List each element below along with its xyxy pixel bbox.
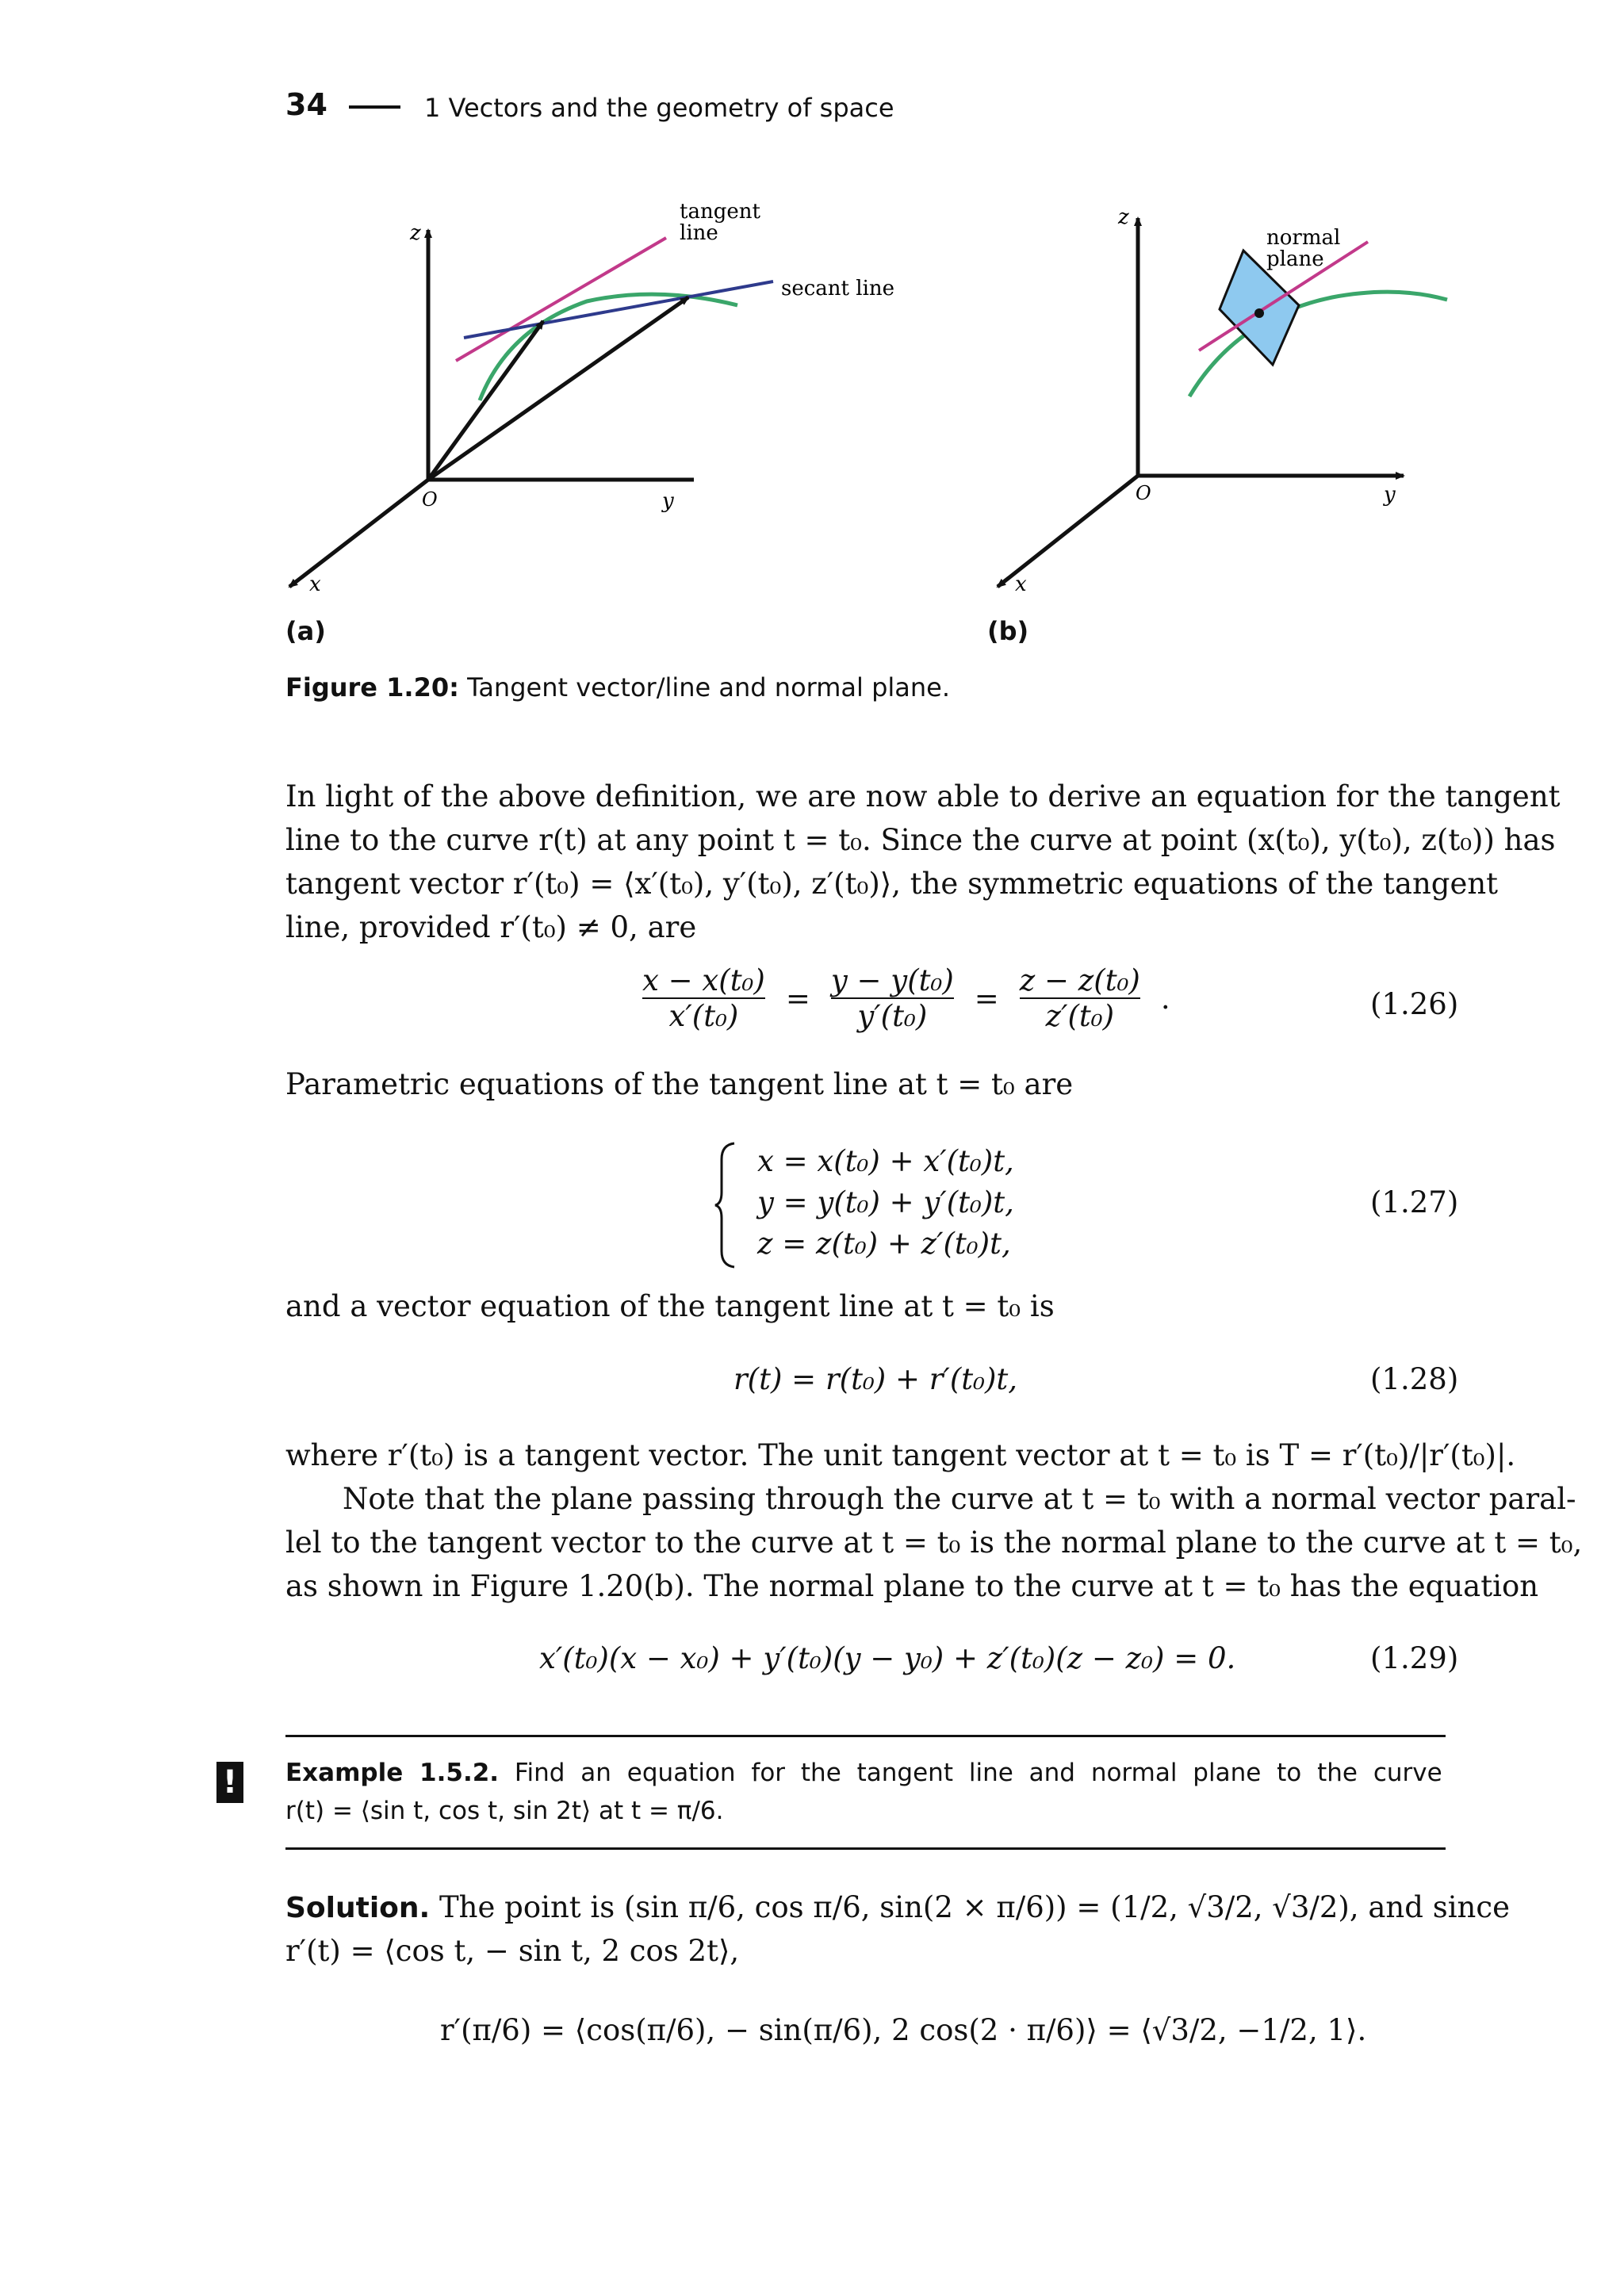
- solution-line1: [285, 1885, 1510, 1931]
- z-label-b: z: [1118, 205, 1129, 229]
- eq127-line2: y = y(t₀) + y′(t₀)t,: [757, 1185, 1014, 1219]
- caption-text: Tangent vector/line and normal plane.: [458, 672, 951, 702]
- example-label: Example 1.5.2.: [285, 1759, 500, 1787]
- position-vector-2: [428, 297, 688, 480]
- page-number: 34: [285, 87, 327, 122]
- figure-1-20: [0, 182, 1624, 801]
- p5-line2: lel to the tangent vector to the curve at t = t₀ is the normal plane to the curve at t = t₀,: [285, 1525, 1583, 1560]
- example-marker: [216, 1762, 243, 1803]
- eq129: x′(t₀)(x − x₀) + y′(t₀)(y − y₀) + z′(t₀)(z − z₀) = 0.: [539, 1641, 1236, 1675]
- x-axis-b: [998, 476, 1138, 587]
- panel-b: [998, 205, 1447, 596]
- secant-label: secant line: [781, 277, 895, 301]
- example-bottom-rule: [285, 1847, 1446, 1850]
- p4-line1: where r′(t₀) is a tangent vector. The unit tangent vector at t = t₀ is T = r′(t₀)/|r′(t₀)|.: [285, 1438, 1516, 1472]
- tangent-label-2: line: [680, 221, 718, 245]
- eq126-number: (1.26): [1370, 987, 1459, 1021]
- z-label-a: z: [410, 221, 421, 245]
- tangent-label-1: tangent: [680, 200, 760, 224]
- panel-a-tag: (a): [285, 616, 326, 646]
- tangent-line-a: [456, 238, 666, 361]
- eq126-den3: z′(t₀): [1045, 999, 1115, 1033]
- x-label-b: x: [1015, 572, 1027, 596]
- solution-line2: r′(t) = ⟨cos t, − sin t, 2 cos 2t⟩,: [285, 1934, 740, 1968]
- x-axis-a: [289, 480, 428, 587]
- example-line1: [285, 1759, 1442, 1787]
- solution-equation: r′(π/6) = ⟨cos(π/6), − sin(π/6), 2 cos(2 · π/6)⟩ = ⟨√3/2, −1/2, 1⟩.: [440, 2013, 1367, 2047]
- secant-line-a: [464, 281, 773, 338]
- equation-1-26: x − x(t₀) x′(t₀) = y − y(t₀) y′(t₀) = z − z(t₀) z′(t₀) .: [642, 963, 1170, 1033]
- p1-line2: line to the curve r(t) at any point t = t₀. Since the curve at point (x(t₀), y(t₀), z(t₀)) has: [285, 823, 1556, 857]
- chapter-title: 1 Vectors and the geometry of space: [424, 93, 894, 123]
- caption-label: Figure 1.20:: [285, 672, 459, 702]
- p2: Parametric equations of the tangent line at t = t₀ are: [285, 1067, 1074, 1101]
- eq129-number: (1.29): [1370, 1641, 1459, 1675]
- eq127-brace: [714, 1142, 737, 1269]
- p1-line3: tangent vector r′(t₀) = ⟨x′(t₀), y′(t₀), z′(t₀)⟩, the symmetric equations of the tangent: [285, 867, 1499, 901]
- p5-line3: as shown in Figure 1.20(b). The normal plane to the curve at t = t₀ has the equation: [285, 1569, 1539, 1603]
- eq127-line1: x = x(t₀) + x′(t₀)t,: [757, 1144, 1014, 1178]
- eq126-num1: x − x(t₀): [642, 963, 765, 997]
- eq127-number: (1.27): [1370, 1185, 1459, 1219]
- panel-b-tag: (b): [987, 616, 1029, 646]
- x-label-a: x: [309, 572, 321, 596]
- eq126-num2: y − y(t₀): [830, 963, 954, 997]
- normal-label-2: plane: [1266, 247, 1324, 271]
- y-label-b: y: [1384, 483, 1396, 507]
- origin-label-a: O: [422, 488, 438, 511]
- eq126-den1: x′(t₀): [668, 999, 739, 1033]
- solution-label: Solution.: [285, 1892, 431, 1924]
- p3: and a vector equation of the tangent line at t = t₀ is: [285, 1289, 1055, 1323]
- figure-caption: [285, 672, 950, 702]
- header-dash: [349, 105, 400, 109]
- eq128-number: (1.28): [1370, 1362, 1459, 1396]
- normal-label-1: normal: [1266, 226, 1341, 250]
- p1-line4: line, provided r′(t₀) ≠ 0, are: [285, 910, 697, 944]
- eq127-line3: z = z(t₀) + z′(t₀)t,: [757, 1227, 1011, 1261]
- panel-a: [289, 200, 894, 596]
- eq126-den2: y′(t₀): [857, 999, 928, 1033]
- example-marker-glyph: !: [222, 1764, 238, 1801]
- point-b: [1254, 308, 1264, 318]
- example-top-rule: [285, 1735, 1446, 1737]
- eq126-num3: z − z(t₀): [1019, 963, 1140, 997]
- p5-line1: Note that the plane passing through the curve at t = t₀ with a normal vector paral-: [343, 1482, 1576, 1516]
- example-text1: Find an equation for the tangent line and normal plane to the curve: [499, 1759, 1442, 1787]
- example-line2: r(t) = ⟨sin t, cos t, sin 2t⟩ at t = π/6.: [285, 1797, 724, 1825]
- p1-line1: In light of the above definition, we are now able to derive an equation for the tangent: [285, 779, 1561, 813]
- origin-label-b: O: [1136, 482, 1151, 504]
- eq128: r(t) = r(t₀) + r′(t₀)t,: [733, 1362, 1018, 1396]
- solution-text1: The point is (sin π/6, cos π/6, sin(2 × π/6)) = (1/2, √3/2, √3/2), and since: [430, 1890, 1510, 1924]
- y-label-a: y: [662, 489, 674, 513]
